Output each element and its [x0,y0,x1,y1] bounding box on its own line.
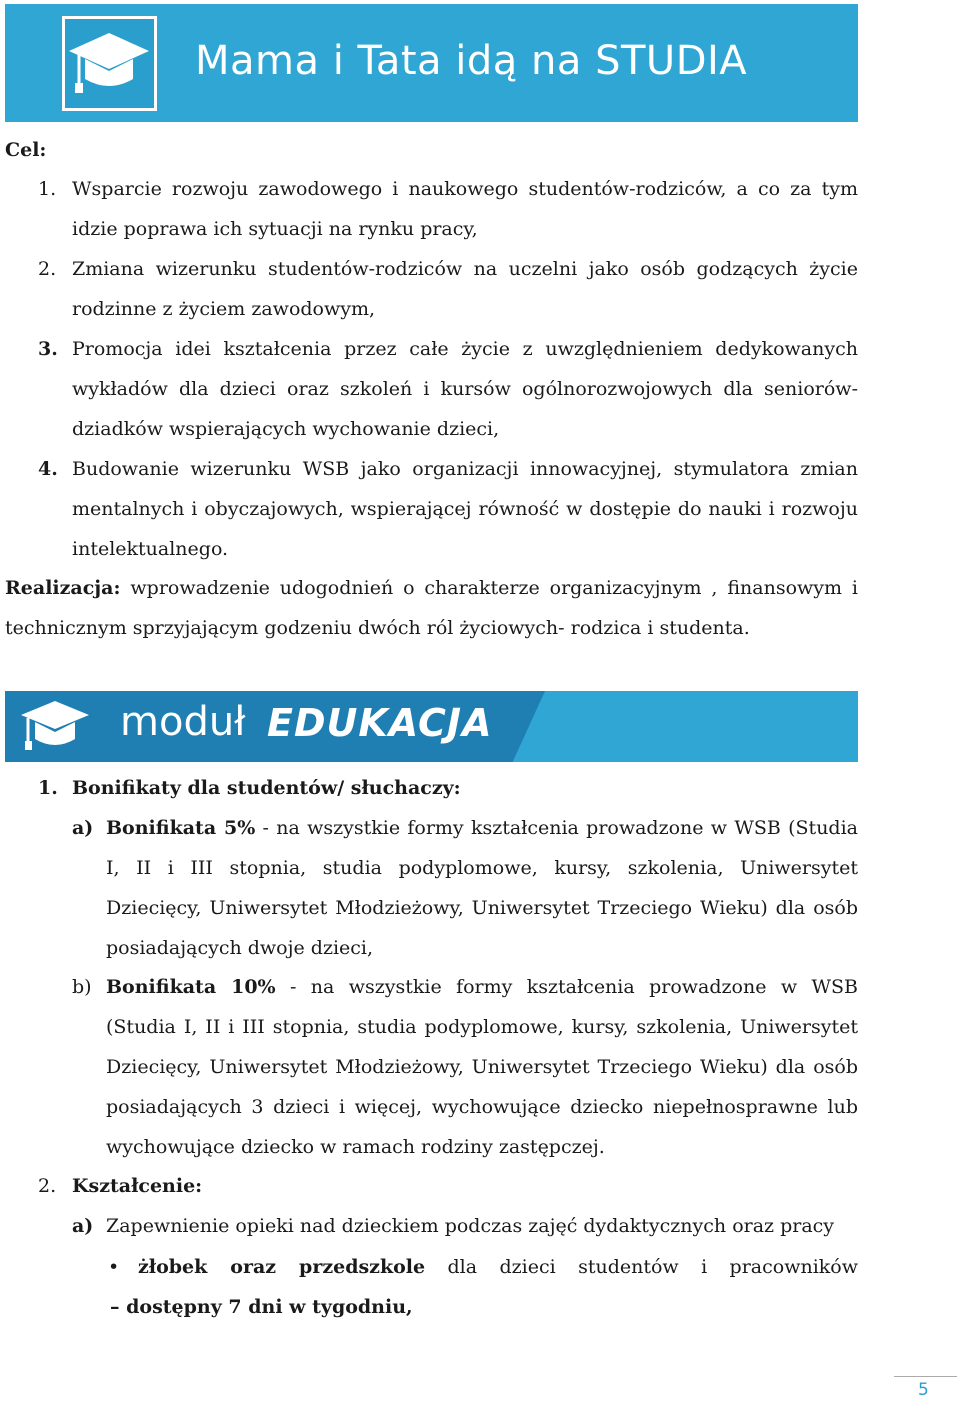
list-item-number: 2. [38,258,57,280]
realizacja-text: wprowadzenie udogodnień o charakterze organizacyjnym , finansowym i [130,577,858,599]
sublist-line: Dziecięcy, Uniwersytet Młodzieżowy, Uniwersytet Trzeciego Wieku) dla osób [106,897,858,919]
banner-title: Mama i Tata idą na STUDIA [195,38,748,84]
sublist-line [106,967,858,1007]
list-item-line: Budowanie wizerunku WSB jako organizacji innowacyjnej, stymulatora zmian [72,458,858,480]
bullet-icon: • [108,1256,120,1278]
sublist-text: - na wszystkie formy kształcenia prowadzone w WSB [275,976,858,998]
sublist-line: Zapewnienie opieki nad dzieckiem podczas zajęć dydaktycznych oraz pracy [106,1215,835,1237]
module-banner [5,691,858,762]
realizacja-line-1 [5,568,858,608]
sublist-line: posiadających dwoje dzieci, [106,937,374,959]
list-item-line: idzie poprawa ich sytuacji na rynku pracy, [72,218,478,240]
sublist-line: wychowujące dziecko w ramach rodziny zastępczej. [106,1136,605,1158]
page-number: 5 [918,1380,929,1400]
section-heading: Bonifikaty dla studentów/ słuchaczy: [72,777,461,799]
realizacja-line-2: technicznym sprzyjającym godzeniu dwóch ról życiowych- rodzica i studenta. [5,617,750,639]
sublist-letter: b) [72,976,92,998]
list-item-line: wykładów dla dzieci oraz szkoleń i kursów ogólnorozwojowych dla seniorów- [72,378,858,400]
module-name: EDUKACJA [267,701,493,745]
footer-divider [894,1376,957,1377]
section-number: 1. [38,777,58,799]
bonus-5-label: Bonifikata 5% [106,817,256,839]
module-prefix: moduł [120,699,246,745]
sublist-line: Dziecięcy, Uniwersytet Młodzieżowy, Uniwersytet Trzeciego Wieku) dla osób [106,1056,858,1078]
list-item-line: Wsparcie rozwoju zawodowego i naukowego studentów-rodziców, a co za tym [72,178,858,200]
sublist-text: - na wszystkie formy kształcenia prowadzone w WSB (Studia [255,817,858,839]
list-item-line: intelektualnego. [72,538,229,560]
bullet-text: dla dzieci studentów i pracowników [425,1256,858,1278]
bullet-line [138,1247,858,1287]
realizacja-label: Realizacja: [5,577,121,599]
list-item-line: mentalnych i obyczajowych, wspierającej równość w dostępie do nauki i rozwoju [72,498,858,520]
sublist-line: posiadających 3 dzieci i więcej, wychowujące dziecko niepełnosprawne lub [106,1096,858,1118]
list-item-line: dziadków wspierających wychowanie dzieci, [72,418,500,440]
graduation-cap-icon [19,695,91,759]
sublist-line: (Studia I, II i III stopnia, studia podyplomowe, kursy, szkolenia, Uniwersytet [106,1016,858,1038]
section-number: 2. [38,1175,57,1197]
section-heading: Kształcenie: [72,1175,203,1197]
bullet-line: – dostępny 7 dni w tygodniu, [110,1296,413,1318]
sublist-line: I, II i III stopnia, studia podyplomowe, kursy, szkolenia, Uniwersytet [106,857,858,879]
sublist-letter: a) [72,817,94,839]
list-item-line: rodzinne z życiem zawodowym, [72,298,376,320]
sublist-line [106,808,858,848]
list-item-number: 4. [38,458,58,480]
list-item-line: Promocja idei kształcenia przez całe życie z uwzględnieniem dedykowanych [72,338,858,360]
list-item-number: 3. [38,338,58,360]
cel-heading: Cel: [5,139,47,161]
list-item-line: Zmiana wizerunku studentów-rodziców na uczelni jako osób godzących życie [72,258,858,280]
header-banner [5,4,858,122]
sublist-letter: a) [72,1215,94,1237]
bullet-bold-text: żłobek oraz przedszkole [138,1256,426,1278]
graduation-cap-logo [62,16,157,111]
bonus-10-label: Bonifikata 10% [106,976,276,998]
graduation-cap-icon [65,19,154,108]
list-item-number: 1. [38,178,57,200]
